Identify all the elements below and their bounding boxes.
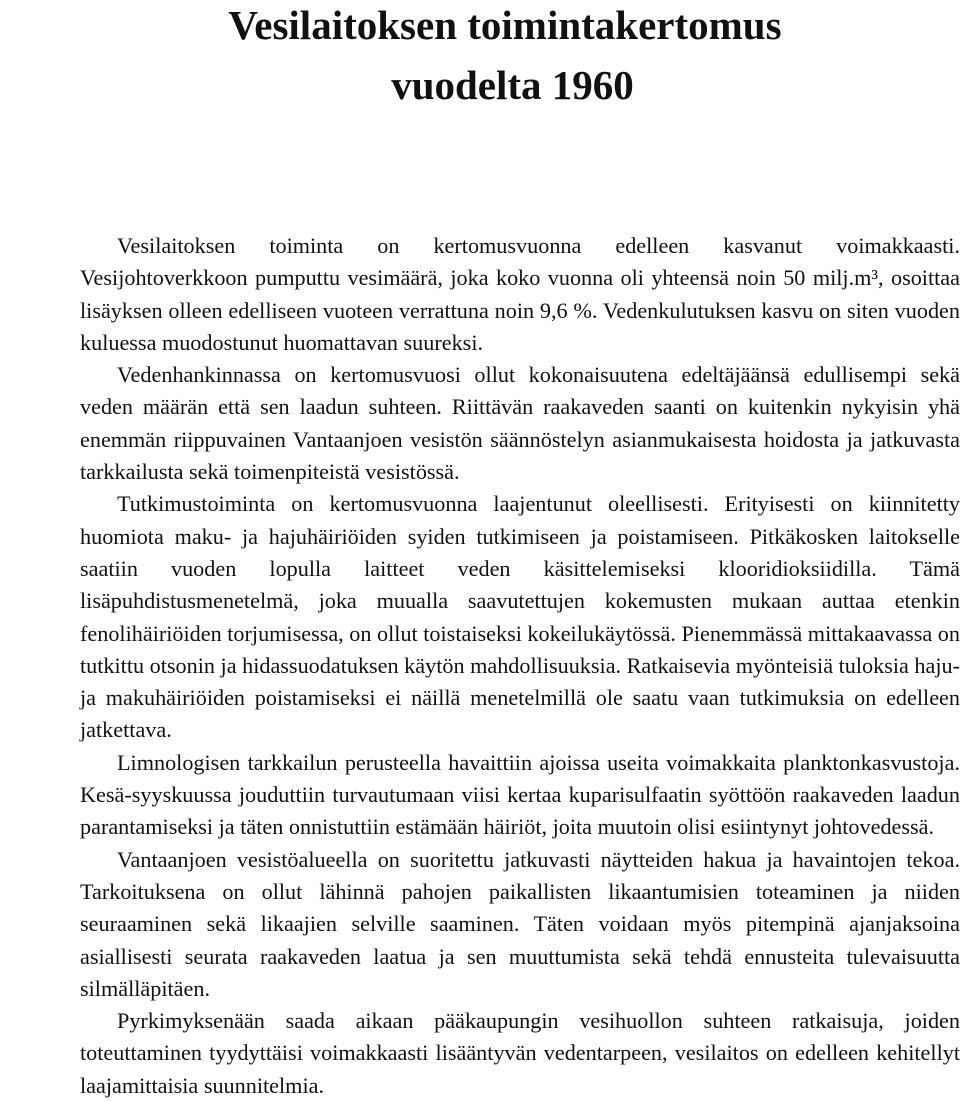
paragraph-research: Tutkimustoiminta on kertomusvuonna laajentunut oleellisesti. Erityisesti on kiinnitetty huomiota maku- ja hajuhäiriöiden syiden tutkimiseen ja poistamiseen. Pitkäkosken laitokselle saatiin vuoden lopulla laitteet veden käsittelemiseksi klooridioksiidilla. Tämä lisäpuhdistusmenetelmä, joka muualla saavutettujen kokemusten mukaan auttaa etenkin fenolihäiriöiden torjumisessa, on ollut toistaiseksi kokeilukäytössä. Pienemmässä mittakaavassa on tutkittu otsonin ja hidassuodatuksen käytön mahdollisuuksia. Ratkaisevia myönteisiä tuloksia haju- ja makuhäiriöiden poistamiseksi ei näillä menetelmillä ole saatu vaan tutkimuksia on edelleen jatkettava. [80, 491, 960, 743]
paragraph-vantaanjoki-monitoring: Vantaanjoen vesistöalueella on suoritettu jatkuvasti näytteiden hakua ja havaintojen tekoa. Tarkoituksena on ollut lähinnä pahojen paikallisten likaantumisien toteaminen ja niiden seuraaminen sekä likaajien selville saaminen. Täten voidaan myös pitempinä ajanjaksoina asiallisesti seurata raakaveden laatua ja sen muuttumista sekä tehdä ennusteita tulevaisuutta silmälläpitäen. [80, 846, 960, 1001]
report-title-year: vuodelta 1960 [391, 62, 634, 108]
report-body [80, 230, 960, 1102]
report-title: Vesilaitoksen toimintakertomus [228, 2, 782, 48]
paragraph-limnology: Limnologisen tarkkailun perusteella havaittiin ajoissa useita voimakkaita planktonkasvustoja. Kesä-syyskuussa jouduttiin turvautumaan viisi kertaa kuparisulfaatin syöttöön raakaveden laadun parantamiseksi ja täten onnistuttiin estämään häiriöt, joita muutoin olisi esiintynyt johtovedessä. [80, 749, 960, 840]
paragraph-water-supply: Vedenhankinnassa on kertomusvuosi ollut kokonaisuutena edeltäjäänsä edullisempi sekä veden määrän että sen laadun suhteen. Riittävän raakaveden saanti on kuitenkin nykyisin yhä enemmän riippuvainen Vantaanjoen vesistön säännöstelyn asianmukaisesta hoidosta ja jatkuvasta tarkkailusta sekä toimenpiteistä vesistössä. [80, 362, 960, 485]
paragraph-plans: Pyrkimyksenään saada aikaan pääkaupungin vesihuollon suhteen ratkaisuja, joiden toteuttaminen tyydyttäisi voimakkaasti lisääntyvän vedentarpeen, vesilaitos on edelleen kehitellyt laajamittaisia suunnitelmia. [80, 1008, 960, 1098]
paragraph-water-consumption: Vesilaitoksen toiminta on kertomusvuonna edelleen kasvanut voimakkaasti. Vesijohtoverkkoon pumputtu vesimäärä, joka koko vuonna oli yhteensä noin 50 milj.m³, osoittaa lisäyksen olleen edelliseen vuoteen verrattuna noin 9,6 %. Vedenkulutuksen kasvu on siten vuoden kuluessa muodostunut huomattavan suureksi. [80, 233, 960, 355]
